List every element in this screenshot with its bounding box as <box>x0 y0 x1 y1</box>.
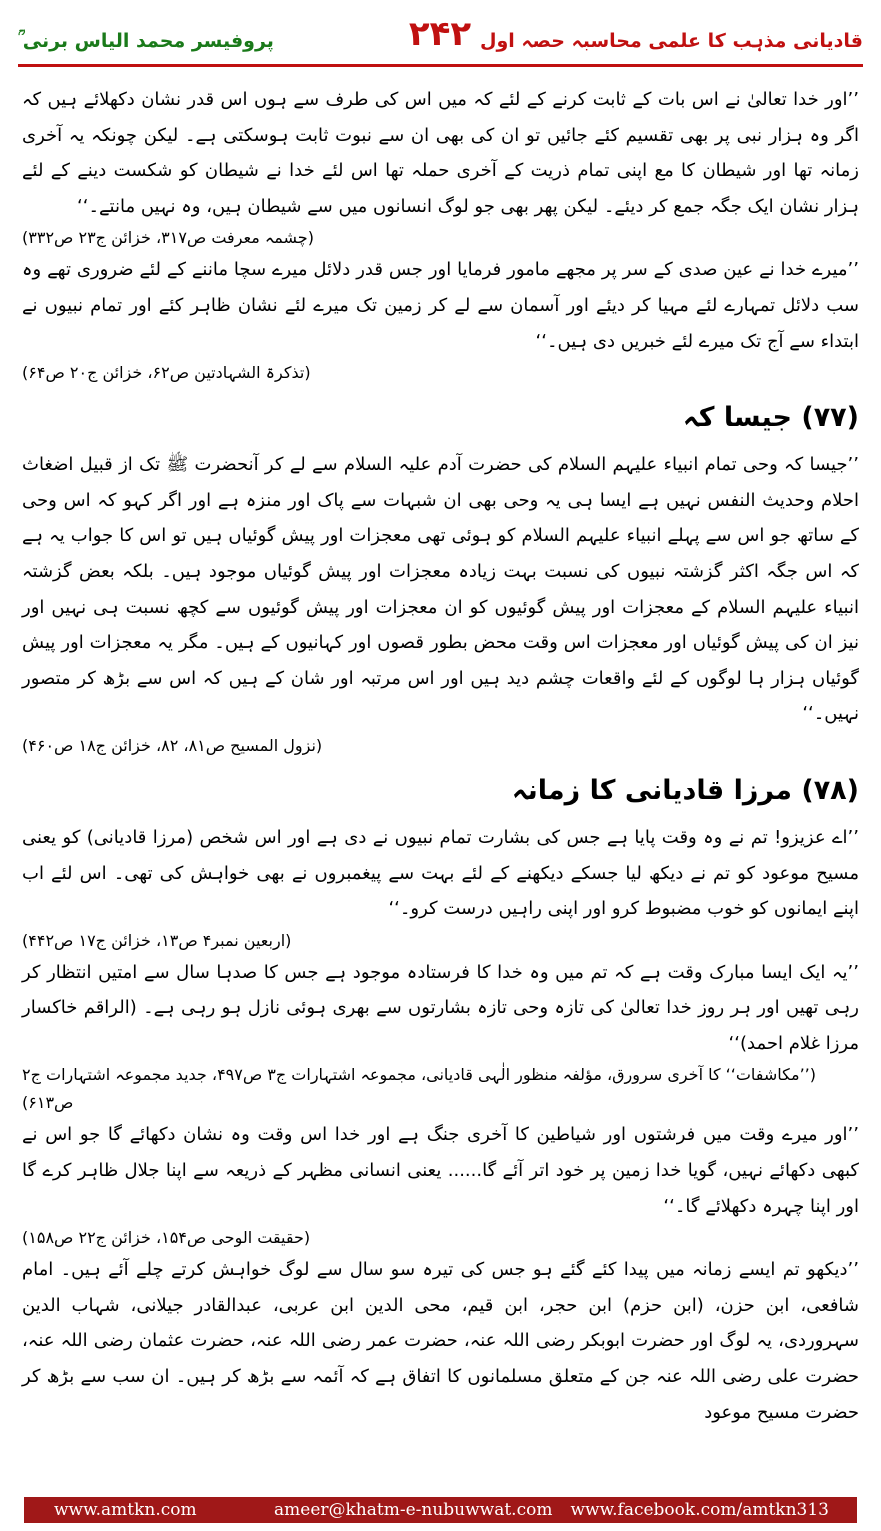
section-heading: (۷۷) جیسا کہ <box>682 402 859 434</box>
citation-reference: (نزول المسیح ص۸۱، ۸۲، خزائن ج۱۸ ص۴۶۰) <box>22 735 323 755</box>
email-link[interactable]: ameer@khatm-e-nubuwwat.com <box>274 1500 553 1520</box>
website-link[interactable]: www.amtkn.com <box>54 1500 197 1520</box>
quote-paragraph: ’’اور خدا تعالیٰ نے اس بات کے ثابت کرنے کے لئے کہ میں اس کی طرف سے ہوں اس قدر نشان دکھلائے ہیں کہ اگر وہ ہزار نبی پر بھی تقسیم کئے جائیں تو ان کی بھی ان سے نبوت ثابت ہوسکتی ہے۔ لیکن چونکہ یہ آخری زمانہ تھا اور شیطان کا مع اپنی تمام ذریت کے آخری حملہ تھا اس لئے خدا نے شیطان کو شکست دینے کے لئے ہزار نشان ایک جگہ جمع کر دیئے۔ لیکن پھر بھی جو لوگ انسانوں میں سے شیطان ہیں، وہ نہیں مانتے۔‘‘ <box>22 89 859 217</box>
citation-reference: (’’مکاشفات‘‘ کا آخری سرورق، مؤلفہ منظور الٰہی قادیانی، مجموعہ اشتہارات ج۳ ص۴۹۷، جدید مجموعہ اشتہارات ج۲ ص۶۱۳) <box>22 1065 816 1113</box>
quote-paragraph: ’’میرے خدا نے عین صدی کے سر پر مجھے مامور فرمایا اور جس قدر دلائل میرے سچا ماننے کے لئے ضروری تھے وہ سب دلائل تمہارے لئے مہیا کر دیئے اور آسمان سے لے کر زمین تک میرے لئے نشان ظاہر کئے اور تمام نبیوں نے ابتداء سے آج تک میرے لئے خبریں دی ہیں۔‘‘ <box>22 259 859 352</box>
page-footer <box>24 1497 857 1523</box>
section-heading: (۷۸) مرزا قادیانی کا زمانہ <box>511 774 859 806</box>
quote-paragraph: ’’یہ ایک ایسا مبارک وقت ہے کہ تم میں وہ خدا کا فرستادہ موجود ہے جس کا صدہا سال سے امتیں انتظار کر رہی تھیں اور ہر روز خدا تعالیٰ کی تازہ وحی تازہ بشارتوں سے بھری ہوئی نازل ہو رہی ہے۔ (الراقم خاکسار مرزا غلام احمد)‘‘ <box>22 961 859 1054</box>
quote-paragraph: ’’دیکھو تم ایسے زمانہ میں پیدا کئے گئے ہو جس کی تیرہ سو سال سے لوگ خواہش کرتے چلے آئے ہیں۔ امام شافعی، ابن حزن، (ابن حزم) ابن حجر، ابن قیم، محی الدین ابن عربی، عبدالقادر جیلانی، شہاب الدین سہروردی، یہ لوگ اور حضرت ابوبکر رضی اللہ عنہ، حضرت عمر رضی اللہ عنہ، حضرت عثمان رضی اللہ عنہ، حضرت علی رضی اللہ عنہ جن کے متعلق مسلمانوں کا اتفاق ہے کہ آئمہ سے بڑھ کر ہیں۔ ان سب سے بڑھ کر حضرت مسیح موعود <box>22 1259 859 1423</box>
header-divider <box>18 64 863 67</box>
author-name: پروفیسر محمد الیاس برنی ؒ <box>18 30 274 52</box>
citation-reference: (تذکرۃ الشہادتین ص۶۲، خزائن ج۲۰ ص۶۴) <box>22 363 311 383</box>
quote-paragraph: ’’اے عزیزو! تم نے وہ وقت پایا ہے جس کی بشارت تمام نبیوں نے دی ہے اور اس شخص (مرزا قادیانی) کو یعنی مسیح موعود کو تم نے دیکھ لیا جسکے دیکھنے کے لئے بہت سے پیغمبروں نے بھی خواہش کی تھی۔ اس لئے اب اپنے ایمانوں کو خوب مضبوط کرو اور اپنی راہیں درست کرو۔‘‘ <box>22 826 859 920</box>
quote-paragraph: ’’اور میرے وقت میں فرشتوں اور شیاطین کا آخری جنگ ہے اور خدا اس وقت وہ نشان دکھائے گا جو اس نے کبھی دکھائے نہیں، گویا خدا زمین پر خود اتر آئے گا...... یعنی انسانی مظہر کے ذریعہ سے اپنا جلال ظاہر کرے گا اور اپنا چہرہ دکھلائے گا۔‘‘ <box>22 1124 859 1217</box>
citation-reference: (چشمہ معرفت ص۳۱۷، خزائن ج۲۳ ص۳۳۲) <box>22 228 314 248</box>
book-title: قادیانی مذہب کا علمی محاسبہ حصہ اول <box>479 30 863 52</box>
page-content <box>22 82 859 1467</box>
page-number: ۲۴۲ <box>408 14 472 54</box>
page-header <box>0 0 881 72</box>
quote-paragraph: ’’جیسا کہ وحی تمام انبیاء علیہم السلام کی حضرت آدم علیہ السلام سے لے کر آنحضرت ﷺ تک از قبیل اضغاث احلام وحدیث النفس نہیں ہے ایسا ہی یہ وحی بھی ان شبہات سے پاک اور منزہ ہے اور اگر کہو کہ اس وحی کے ساتھ جو اس سے پہلے انبیاء علیہم السلام کو ہوئی تھی معجزات اور پیش گوئیاں ہیں تو اس کا جواب یہ ہے کہ اس جگہ اکثر گزشتہ نبیوں کی نسبت بہت زیادہ معجزات اور پیش گوئیاں موجود ہیں۔ بلکہ بعض گزشتہ انبیاء علیہم السلام کے معجزات اور پیش گوئیوں کو ان معجزات اور پیش گوئیوں سے کچھ نسبت ہی نہیں اور نیز ان کی پیش گوئیاں اور معجزات اس وقت محض بطور قصوں اور کہانیوں کے ہیں۔ مگر یہ معجزات اور پیش گوئیاں ہزار ہا لوگوں کے لئے واقعات چشم دید ہیں اور اس مرتبہ اور شان کے ہیں کہ اس سے بڑھ کر متصور نہیں۔‘‘ <box>22 454 859 725</box>
citation-reference: (حقیقت الوحی ص۱۵۴، خزائن ج۲۲ ص۱۵۸) <box>22 1228 311 1248</box>
facebook-link[interactable]: www.facebook.com/amtkn313 <box>570 1500 829 1520</box>
citation-reference: (اربعین نمبر۴ ص۱۳، خزائن ج۱۷ ص۴۴۲) <box>22 930 292 950</box>
